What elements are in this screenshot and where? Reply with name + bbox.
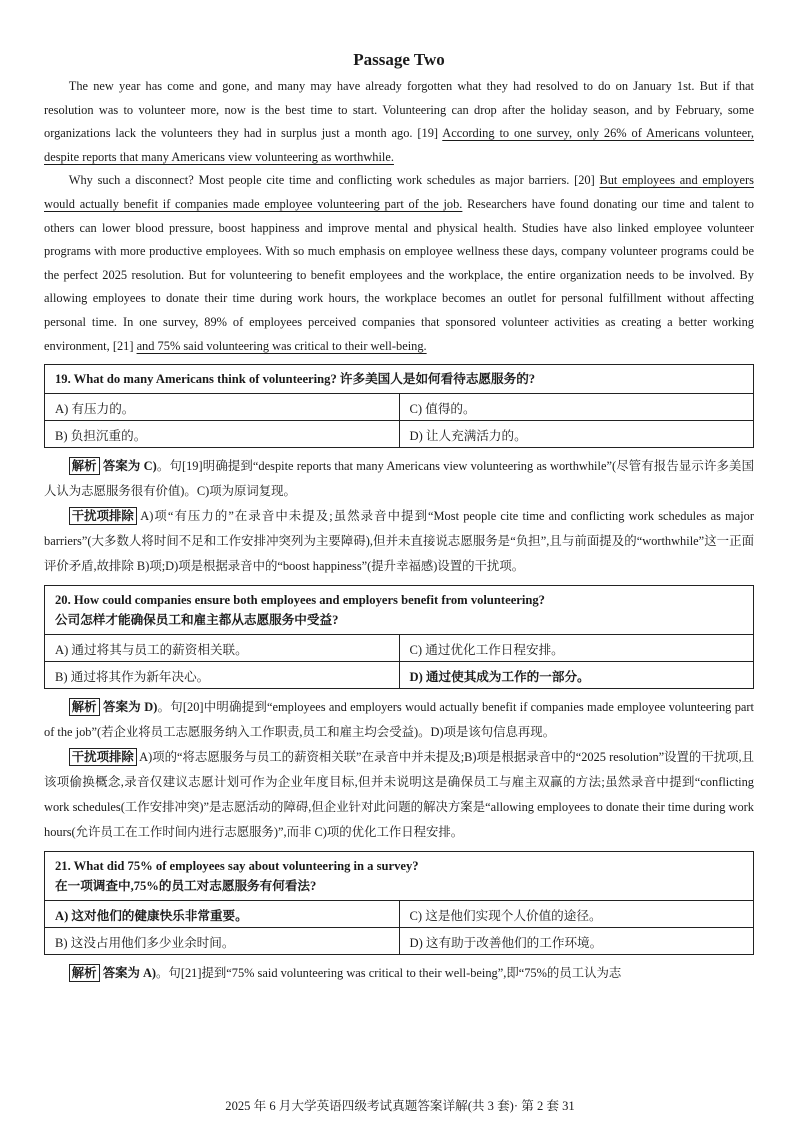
option-b: B) 通过将其作为新年决心。	[45, 662, 400, 689]
distractor-text: A)项“有压力的”在录音中未提及;虽然录音中提到“Most people cite time and conflicting work schedules as major barriers”(大多数人将时间不足和工作安排冲突列为主要障碍),但并未直接说志愿服务是“负担”,且与前面提及的“worthwhile”这一正面评价矛盾,故排除 B)项;D)项是根据录音中的“boost happiness”(提升幸福感)设置的干扰项。	[44, 509, 754, 574]
paragraph-text: Why such a disconnect? Most people cite time and conflicting work schedules as major barriers. [20]	[68, 173, 600, 188]
underlined-sentence-21: and 75% said volunteering was critical to their well-being.	[136, 338, 427, 353]
q20-analysis	[44, 695, 754, 745]
page-footer: 2025 年 6 月大学英语四级考试真题答案详解(共 3 套)· 第 2 套 31	[225, 1099, 575, 1113]
q19-analysis	[44, 454, 754, 504]
question-21-chinese: 在一项调查中,75%的员工对志愿服务有何看法?	[55, 879, 317, 894]
analysis-text: 。句[20]中明确提到“employees and employers would actually benefit if companies made employee volunteering part of the job”(若企业将员工志愿服务纳入工作职责,员工和雇主均会受益)。D)项是该句信息再现。	[44, 700, 754, 740]
option-c: C) 值得的。	[399, 394, 754, 421]
option-a: A) 通过将其与员工的薪资相关联。	[45, 635, 400, 662]
answer-label: 答案为 C)	[102, 459, 157, 474]
option-d: D) 让人充满活力的。	[399, 421, 754, 448]
underlined-sentence-20: But employees and employers would actually benefit if companies made employee volunteering part of the job.	[44, 173, 754, 211]
distractor-tag: 干扰项排除	[69, 748, 137, 766]
q19-distractor-analysis	[44, 504, 754, 579]
analysis-text: 。句[19]明确提到“despite reports that many Americans view volunteering as worthwhile”(尽管有报告显示许多美国人认为志愿服务很有价值)。C)项为原词复现。	[44, 459, 754, 499]
option-a: A) 有压力的。	[45, 394, 400, 421]
paragraph-text: Researchers have found donating our time and talent to others can lower blood pressure, boost happiness and improve mental and physical health. Studies have also linked employee volunteer programs with more productive employees. With so much emphasis on employee wellness these days, company volunteer programs could be the perfect 2025 resolution. But for volunteering to benefit employees and the workplace, the entire organization needs to be involved. By allowing employees to donate their time during work hours, the workplace becomes an outlet for personal fulfillment without affecting personal time. In one survey, 89% of employees perceived companies that sponsored volunteer activities as creating a better working environment, [21]	[44, 196, 755, 353]
option-d: D) 这有助于改善他们的工作环境。	[399, 928, 754, 955]
answer-label: 答案为 A)	[102, 966, 157, 981]
passage-paragraph-2	[44, 169, 754, 358]
analysis-tag: 解析	[69, 964, 100, 982]
question-20-chinese: 公司怎样才能确保员工和雇主都从志愿服务中受益?	[55, 613, 339, 628]
distractor-tag: 干扰项排除	[69, 507, 137, 525]
option-a: A) 这对他们的健康快乐非常重要。	[45, 901, 400, 928]
question-21-english: 21. What did 75% of employees say about volunteering in a survey?	[55, 859, 419, 874]
analysis-tag: 解析	[69, 698, 100, 716]
option-b: B) 负担沉重的。	[45, 421, 400, 448]
question-19-table	[44, 364, 754, 448]
analysis-text: 。句[21]提到“75% said volunteering was critical to their well-being”,即“75%的员工认为志	[156, 966, 622, 981]
distractor-text: A)项的“将志愿服务与员工的薪资相关联”在录音中并未提及;B)项是根据录音中的“2025 resolution”设置的干扰项,且该项偷换概念,录音仅建议志愿计划可作为企业年度目标,但并未说明这是确保员工与雇主双赢的方法;虽然录音中提到“conflicting work schedules(工作安排冲突)”是志愿活动的障碍,但企业针对此问题的解决方案是“allowing employees to donate their time during work hours(允许员工在工作时间内进行志愿服务)”,而非 C)项的优化工作日程安排。	[44, 750, 754, 840]
answer-label: 答案为 D)	[102, 700, 158, 715]
q20-distractor-analysis	[44, 745, 754, 845]
question-20-table	[44, 585, 754, 689]
question-21-table	[44, 851, 754, 955]
option-d: D) 通过使其成为工作的一部分。	[399, 662, 754, 689]
question-20-english: 20. How could companies ensure both employees and employers benefit from volunteering?	[55, 593, 545, 608]
question-21-text	[45, 852, 754, 901]
paragraph-text: The new year has come and gone, and many may have already forgotten what they had resolved to do on January 1st. But if that resolution was to volunteer more, now is the best time to start. Volunteering can drop after the holiday season, and by February, some organizations lack the volunteers they had in surplus just a month ago. [19]	[44, 79, 754, 141]
analysis-tag: 解析	[69, 457, 100, 475]
question-20-text	[45, 586, 754, 635]
underlined-sentence-19: According to one survey, only 26% of Americans volunteer, despite reports that many Americans view volunteering as worthwhile.	[44, 126, 755, 164]
option-c: C) 这是他们实现个人价值的途径。	[399, 901, 754, 928]
option-b: B) 这没占用他们多少业余时间。	[45, 928, 400, 955]
passage-paragraph-1	[44, 75, 754, 169]
question-19-text: 19. What do many Americans think of volunteering? 许多美国人是如何看待志愿服务的?	[45, 365, 754, 394]
option-c: C) 通过优化工作日程安排。	[399, 635, 754, 662]
q21-analysis	[44, 961, 754, 986]
passage-title: Passage Two	[353, 50, 445, 69]
